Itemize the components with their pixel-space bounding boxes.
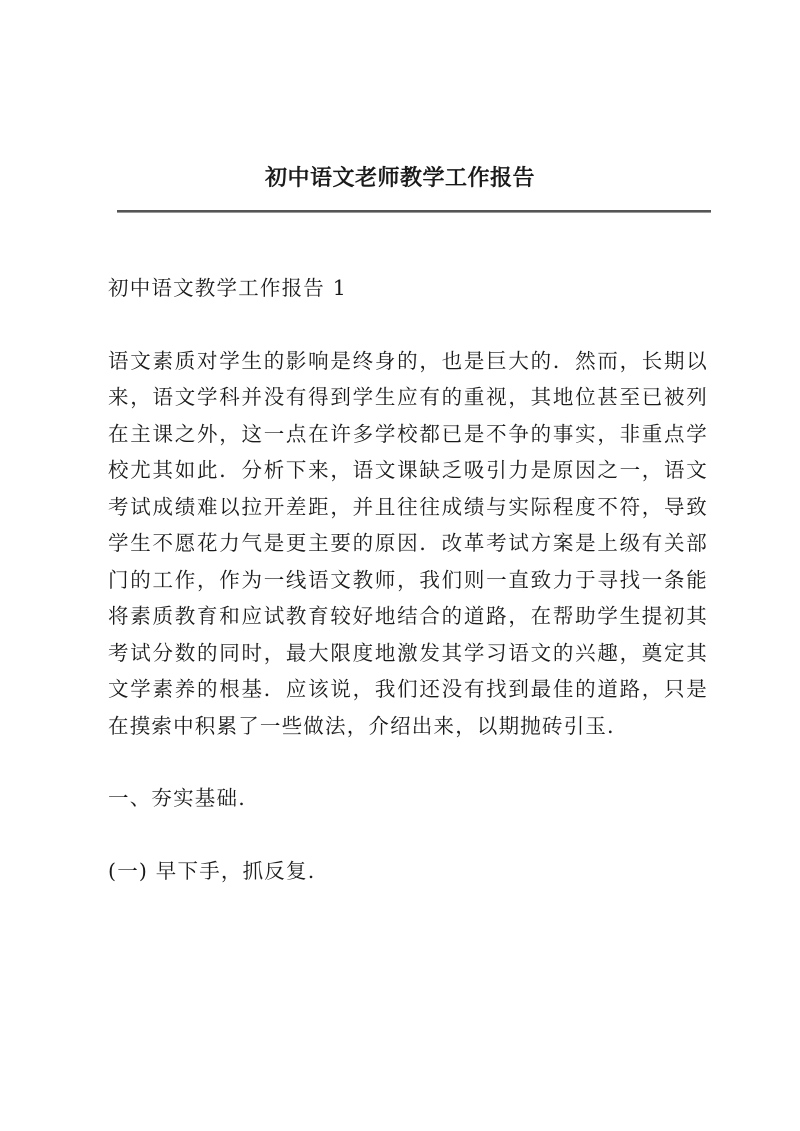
document-title: 初中语文老师教学工作报告 [264,165,535,191]
document-body [108,270,708,889]
outline-heading-level-2: (一) 早下手，抓反复. [108,858,316,883]
body-paragraph: 语文素质对学生的影响是终身的，也是巨大的．然而，长期以来，语文学科并没有得到学生应有的重视，其地位甚至已被列在主课之外，这一点在许多学校都已是不争的事实，非重点学校尤其如此．分析下来，语文课缺乏吸引力是原因之一，语文考试成绩难以拉开差距，并且往往成绩与实际程度不符，导致学生不愿花力气是更主要的原因．改革考试方案是上级有关部门的工作，作为一线语文教师，我们则一直致力于寻找一条能将素质教育和应试教育较好地结合的道路，在帮助学生提初其考试分数的同时，最大限度地激发其学习语文的兴趣，奠定其文学素养的根基．应该说，我们还没有找到最佳的道路，只是在摸索中积累了一些做法，介绍出来，以期抛砖引玉． [108,348,708,738]
outline-heading-level-1: 一、夯实基础. [108,786,246,810]
title-divider [117,210,711,213]
section-heading: 初中语文教学工作报告 1 [108,276,347,300]
